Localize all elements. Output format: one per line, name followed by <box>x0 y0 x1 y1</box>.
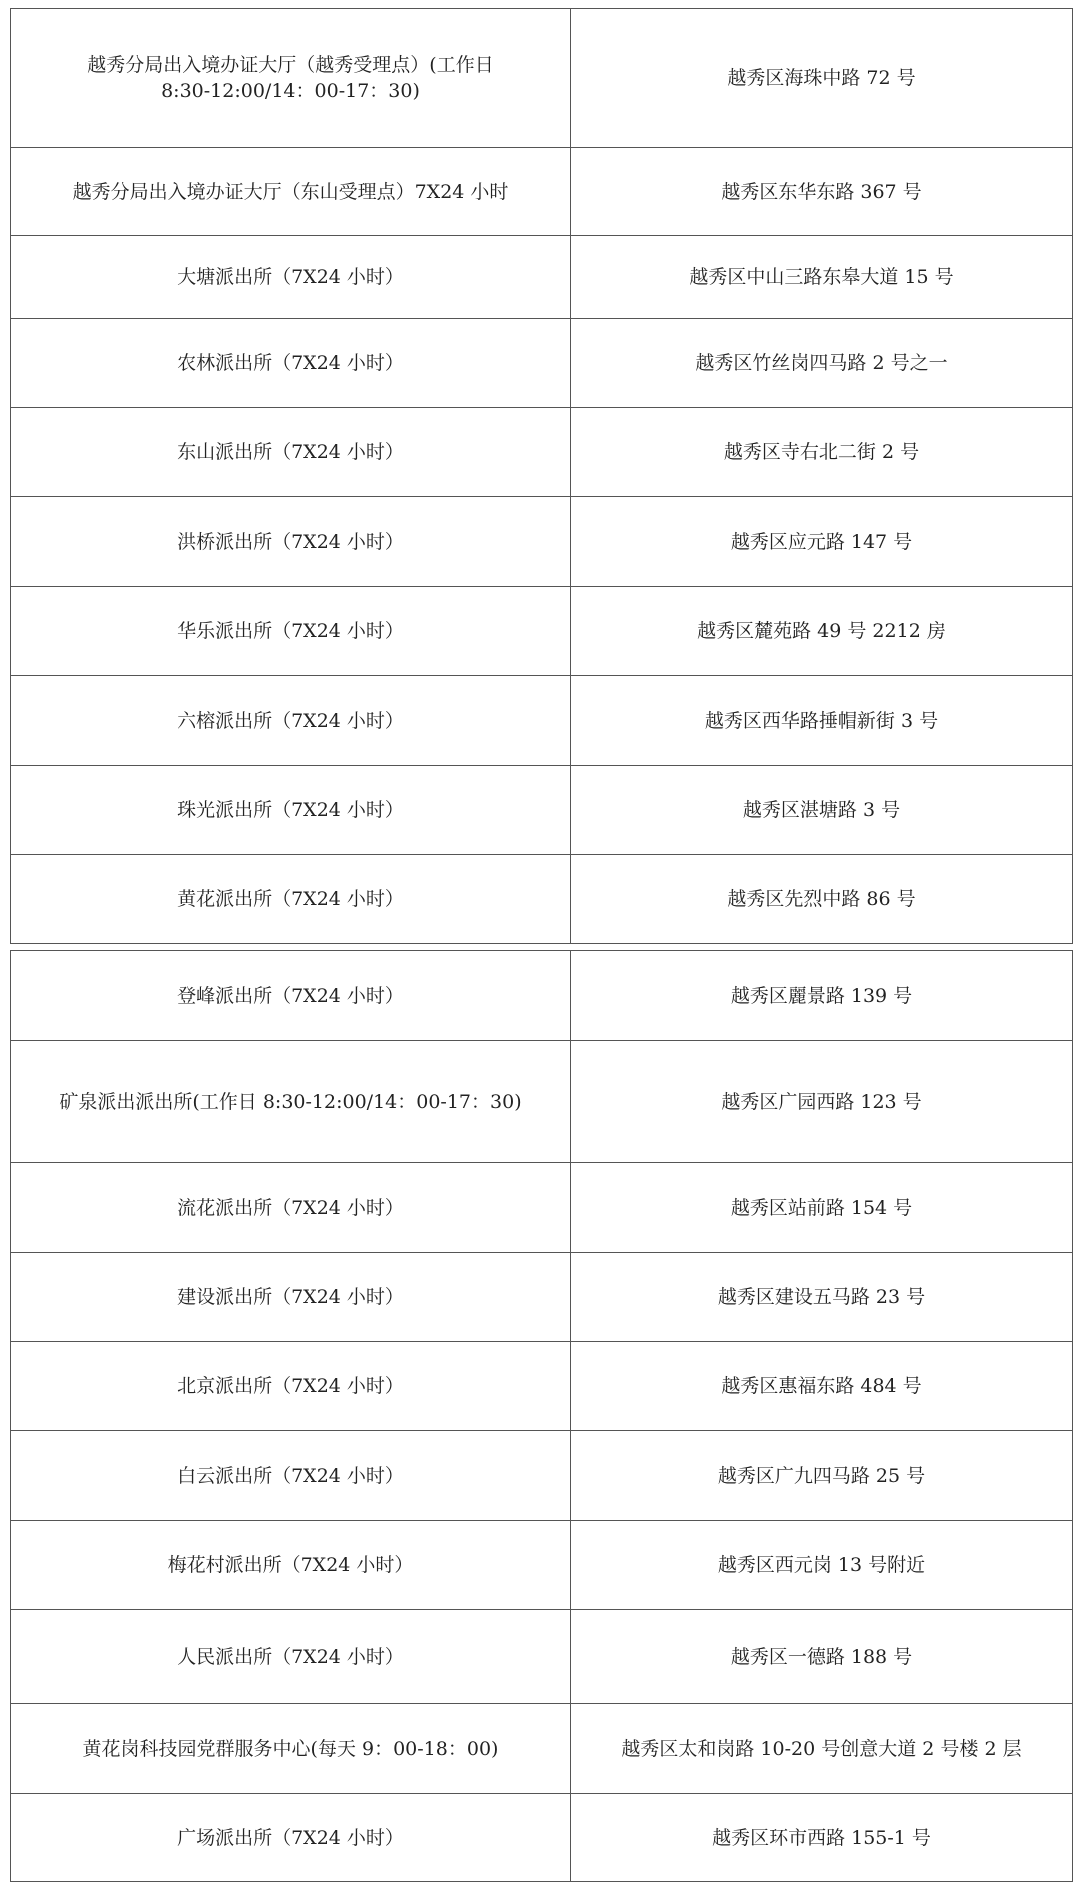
office-address: 越秀区东华东路 367 号 <box>721 180 922 203</box>
office-name-cell <box>11 148 571 236</box>
table-row <box>11 148 1073 236</box>
office-name: 华乐派出所（7X24 小时） <box>177 620 404 642</box>
office-name-cell <box>11 1431 571 1521</box>
table-row <box>11 1253 1073 1342</box>
table-row <box>11 319 1073 408</box>
office-address-cell <box>571 148 1073 236</box>
table-row <box>11 236 1073 319</box>
office-address-cell <box>571 1342 1073 1431</box>
office-name-cell <box>11 1163 571 1253</box>
office-address-cell <box>571 1704 1073 1794</box>
office-address: 越秀区环市西路 155-1 号 <box>712 1826 931 1849</box>
office-name: 黄花派出所（7X24 小时） <box>177 888 404 910</box>
office-name-cell <box>11 766 571 855</box>
office-address-cell <box>571 676 1073 766</box>
table-row <box>11 1521 1073 1610</box>
office-address-cell <box>571 9 1073 148</box>
office-name: 大塘派出所（7X24 小时） <box>177 266 404 288</box>
office-table-block-1 <box>10 8 1073 236</box>
office-address: 越秀区西元岗 13 号附近 <box>717 1554 926 1576</box>
office-name-cell <box>11 9 571 148</box>
office-name: 东山派出所（7X24 小时） <box>177 441 404 463</box>
office-address: 越秀区应元路 147 号 <box>730 530 913 553</box>
table-row <box>11 1610 1073 1704</box>
office-name: 越秀分局出入境办证大厅（越秀受理点）(工作日 8:30-12:00/14：00-17：30) <box>87 54 494 102</box>
office-address: 越秀区太和岗路 10-20 号创意大道 2 号楼 2 层 <box>621 1737 1022 1760</box>
office-name: 六榕派出所（7X24 小时） <box>177 709 404 732</box>
table-row <box>11 951 1073 1041</box>
table-row <box>11 587 1073 676</box>
office-name: 广场派出所（7X24 小时） <box>177 1826 404 1849</box>
office-address-cell <box>571 1253 1073 1342</box>
office-address: 越秀区先烈中路 86 号 <box>727 888 916 910</box>
office-address-cell <box>571 1431 1073 1521</box>
office-address-cell <box>571 1521 1073 1610</box>
office-name: 流花派出所（7X24 小时） <box>177 1196 404 1219</box>
office-name: 白云派出所（7X24 小时） <box>177 1464 404 1487</box>
office-name: 建设派出所（7X24 小时） <box>177 1286 404 1308</box>
office-address: 越秀区竹丝岗四马路 2 号之一 <box>695 352 948 374</box>
office-name: 矿泉派出派出所(工作日 8:30-12:00/14：00-17：30) <box>59 1090 522 1113</box>
table-row <box>11 1342 1073 1431</box>
office-address: 越秀区中山三路东皋大道 15 号 <box>689 266 954 288</box>
office-name-cell <box>11 1342 571 1431</box>
office-name: 人民派出所（7X24 小时） <box>177 1645 404 1668</box>
office-address-cell <box>571 766 1073 855</box>
office-name-cell <box>11 855 571 944</box>
office-table-block-3 <box>10 950 1073 1704</box>
office-name-cell <box>11 236 571 319</box>
office-name-cell <box>11 587 571 676</box>
office-address-cell <box>571 236 1073 319</box>
table-row <box>11 497 1073 587</box>
office-address-cell <box>571 1610 1073 1704</box>
office-address-cell <box>571 1794 1073 1882</box>
office-name-cell <box>11 319 571 408</box>
office-name-cell <box>11 951 571 1041</box>
table-row <box>11 1163 1073 1253</box>
office-name: 越秀分局出入境办证大厅（东山受理点）7X24 小时 <box>72 180 509 203</box>
table-row <box>11 855 1073 944</box>
office-table-block-4 <box>10 1703 1073 1882</box>
office-name-cell <box>11 1704 571 1794</box>
office-name: 黄花岗科技园党群服务中心(每天 9：00-18：00) <box>82 1737 499 1760</box>
office-address: 越秀区海珠中路 72 号 <box>727 67 916 89</box>
table-row <box>11 1704 1073 1794</box>
office-table-block-2 <box>10 235 1073 944</box>
office-address: 越秀区麓苑路 49 号 2212 房 <box>697 620 946 642</box>
office-name: 农林派出所（7X24 小时） <box>177 352 404 374</box>
office-address: 越秀区广九四马路 25 号 <box>717 1464 926 1487</box>
office-address: 越秀区惠福东路 484 号 <box>721 1375 922 1397</box>
office-address: 越秀区西华路捶帽新街 3 号 <box>704 709 939 732</box>
office-address-cell <box>571 319 1073 408</box>
office-address: 越秀区站前路 154 号 <box>730 1196 913 1219</box>
office-name-cell <box>11 1794 571 1882</box>
office-name: 珠光派出所（7X24 小时） <box>177 799 404 821</box>
office-name: 洪桥派出所（7X24 小时） <box>177 530 404 553</box>
table-row <box>11 9 1073 148</box>
office-name-cell <box>11 497 571 587</box>
office-address-cell <box>571 951 1073 1041</box>
office-name: 梅花村派出所（7X24 小时） <box>167 1554 414 1576</box>
table-row <box>11 1431 1073 1521</box>
table-row <box>11 1041 1073 1163</box>
table-row <box>11 676 1073 766</box>
office-name-cell <box>11 408 571 497</box>
office-address-cell <box>571 855 1073 944</box>
office-address-cell <box>571 1041 1073 1163</box>
office-name: 登峰派出所（7X24 小时） <box>177 984 404 1007</box>
office-address-cell <box>571 408 1073 497</box>
office-address: 越秀区麗景路 139 号 <box>730 984 913 1007</box>
office-address-cell <box>571 587 1073 676</box>
table-row <box>11 408 1073 497</box>
office-name-cell <box>11 676 571 766</box>
office-address: 越秀区寺右北二街 2 号 <box>723 441 920 463</box>
office-address-cell <box>571 497 1073 587</box>
office-name: 北京派出所（7X24 小时） <box>177 1375 404 1397</box>
office-address-cell <box>571 1163 1073 1253</box>
office-name-cell <box>11 1253 571 1342</box>
office-address: 越秀区建设五马路 23 号 <box>717 1286 926 1308</box>
office-address: 越秀区广园西路 123 号 <box>721 1090 922 1113</box>
office-name-cell <box>11 1610 571 1704</box>
office-address: 越秀区一德路 188 号 <box>730 1645 913 1668</box>
office-name-cell <box>11 1041 571 1163</box>
table-row <box>11 766 1073 855</box>
table-row <box>11 1794 1073 1882</box>
office-address: 越秀区湛塘路 3 号 <box>742 799 901 821</box>
office-name-cell <box>11 1521 571 1610</box>
